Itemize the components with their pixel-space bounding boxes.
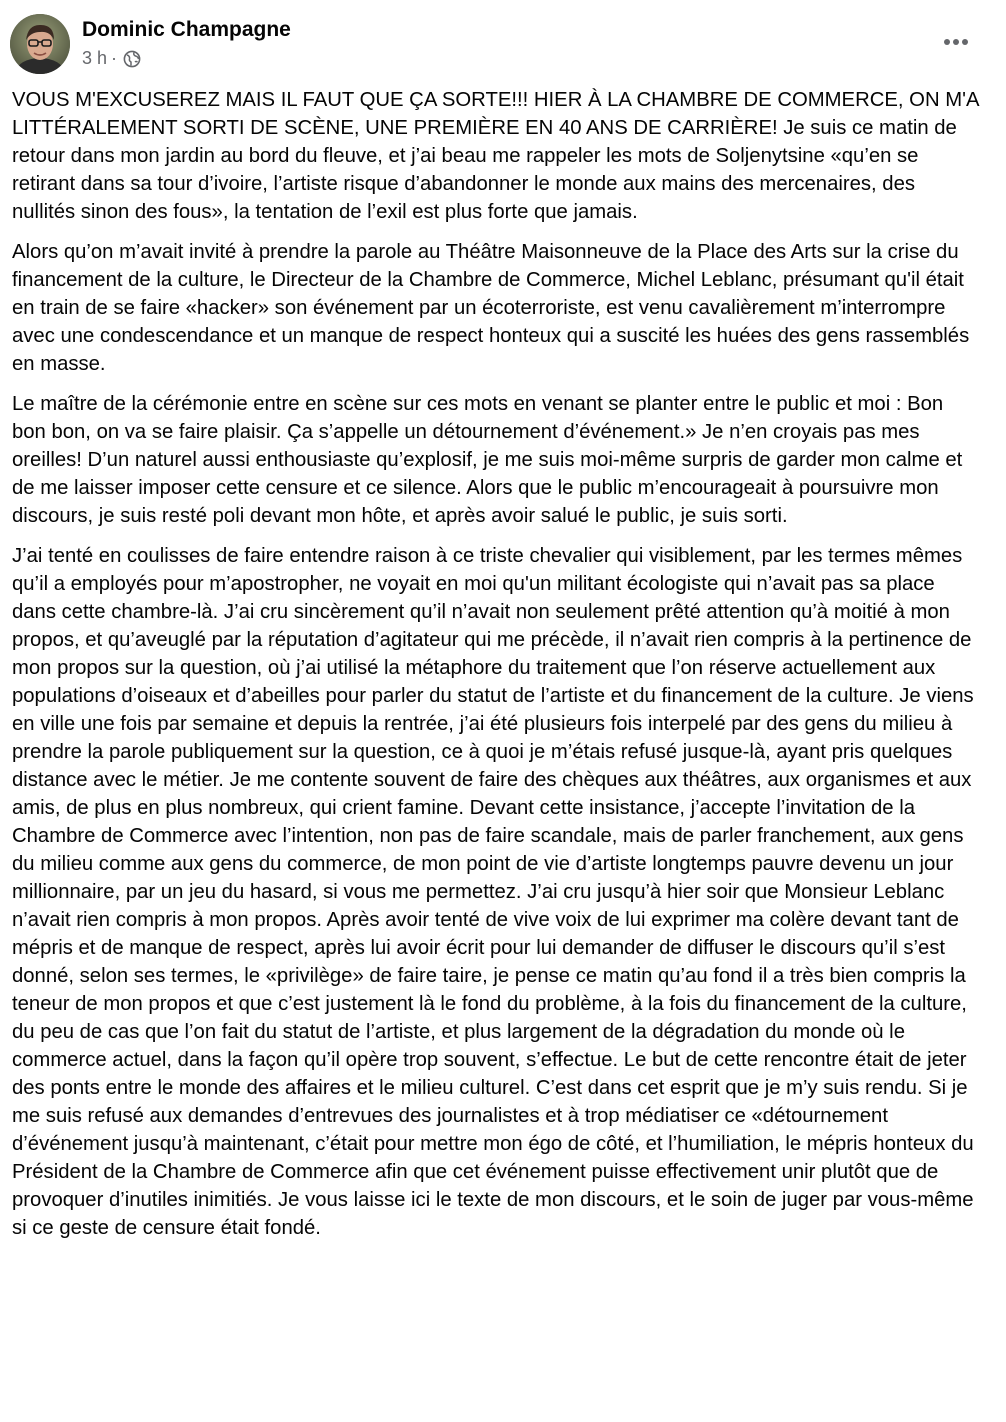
meta-separator: ·: [111, 48, 118, 68]
more-options-icon[interactable]: [936, 26, 976, 58]
post-timestamp[interactable]: 3 h: [82, 48, 108, 68]
post-paragraph: Le maître de la cérémonie entre en scène sur ces mots en venant se planter entre le public et moi : Bon bon bon, on va se faire plaisir. Ça s’appelle un détournement d’événement.» Je n’en croyais pas mes oreilles! D’un naturel aussi enthousiaste qu’explosif, je me suis moi-même surpris de garder mon calme et de me laisser imposer cette censure et ce silence. Alors que le public m’encourageait à poursuivre mon discours, je suis resté poli devant mon hôte, et après avoir salué le public, je suis sorti.: [12, 393, 963, 527]
post-meta: [82, 48, 141, 69]
post-paragraph: J’ai tenté en coulisses de faire entendre raison à ce triste chevalier qui visiblement, par les termes mêmes qu’il a employés pour m’apostropher, ne voyait en moi qu'un militant écologiste qui n’avait pas sa place dans cette chambre-là. J’ai cru sincèrement qu’il n’avait non seulement prêté attention qu’à moitié à mon propos, et qu’aveuglé par la réputation d’agitateur qui me précède, il n’avait rien compris à la pertinence de mon propos sur la question, où j’ai utilisé la métaphore du traitement que l’on réserve actuellement aux populations d’oiseaux et d’abeilles pour parler du statut de l’artiste et du financement de la culture. Je viens en ville une fois par semaine et depuis la rentrée, j’ai été plusieurs fois interpelé par des gens du milieu à prendre la parole publiquement sur la question, ce à quoi je m’étais refusé jusque-là, ayant pris quelques distance avec le métier. Je me contente souvent de faire des chèques aux théâtres, aux organismes et aux amis, de plus en plus nombreux, qui crient famine. Devant cette insistance, j’accepte l’invitation de la Chambre de Commerce avec l’intention, non pas de faire scandale, mais de parler franchement, aux gens du milieu comme aux gens du commerce, de mon point de vie d’artiste longtemps pauvre devenu un jour millionnaire, par un jeu du hasard, si vous me permettez. J’ai cru jusqu’à hier soir que Monsieur Leblanc n’avait rien compris à mon propos. Après avoir tenté de vive voix de lui exprimer ma colère devant tant de mépris et de manque de respect, après lui avoir écrit pour lui demander de diffuser le discours qu’il s’est donné, selon ses termes, le «privilège» de faire taire, je pense ce matin qu’au fond il a très bien compris la teneur de mon propos et que c’est justement là le fond du problème, à la fois du financement de la culture, du peu de cas que l’on fait du statut de l’artiste, et plus largement de la dégradation du monde où le commerce actuel, dans la façon qu’il opère trop souvent, s’effectue. Le but de cette rencontre était de jeter des ponts entre le monde des affaires et le milieu culturel. C’est dans cet esprit que je m’y suis rendu. Si je me suis refusé aux demandes d’entrevues des journalistes et à trop médiatiser ce «détournement d’événement jusqu’à maintenant, c’était pour mettre mon égo de côté, et l’humiliation, le mépris honteux du Président de la Chambre de Commerce afin que cet événement puisse effectivement unir plutôt que de provoquer d’inutiles inimitiés. Je vous laisse ici le texte de mon discours, et le soin de juger par vous-même si ce geste de censure était fondé.: [12, 545, 974, 1239]
post-text: [12, 86, 982, 1254]
avatar[interactable]: [10, 14, 70, 74]
avatar-image: [10, 14, 70, 74]
globe-icon[interactable]: [123, 50, 141, 68]
post-paragraph: Alors qu’on m’avait invité à prendre la parole au Théâtre Maisonneuve de la Place des Arts sur la crise du financement de la culture, le Directeur de la Chambre de Commerce, Michel Leblanc, présumant qu'il était en train de se faire «hacker» son événement par un écoterroriste, est venu cavalièrement m’interrompre avec une condescendance et un manque de respect honteux qui a suscité les huées des gens rassemblés en masse.: [12, 241, 970, 375]
post-paragraph: VOUS M'EXCUSEREZ MAIS IL FAUT QUE ÇA SORTE!!! HIER À LA CHAMBRE DE COMMERCE, ON M'A LITTÉRALEMENT SORTI DE SCÈNE, UNE PREMIÈRE EN 40 ANS DE CARRIÈRE! Je suis ce matin de retour dans mon jardin au bord du fleuve, et j’ai beau me rappeler les mots de Soljenytsine «qu’en se retirant dans sa tour d’ivoire, l’artiste risque d’abandonner le monde aux mains des mercenaires, des nullités sinon des fous», la tentation de l’exil est plus forte que jamais.: [12, 89, 979, 223]
post-header: [10, 14, 990, 74]
author-name[interactable]: Dominic Champagne: [82, 18, 291, 41]
